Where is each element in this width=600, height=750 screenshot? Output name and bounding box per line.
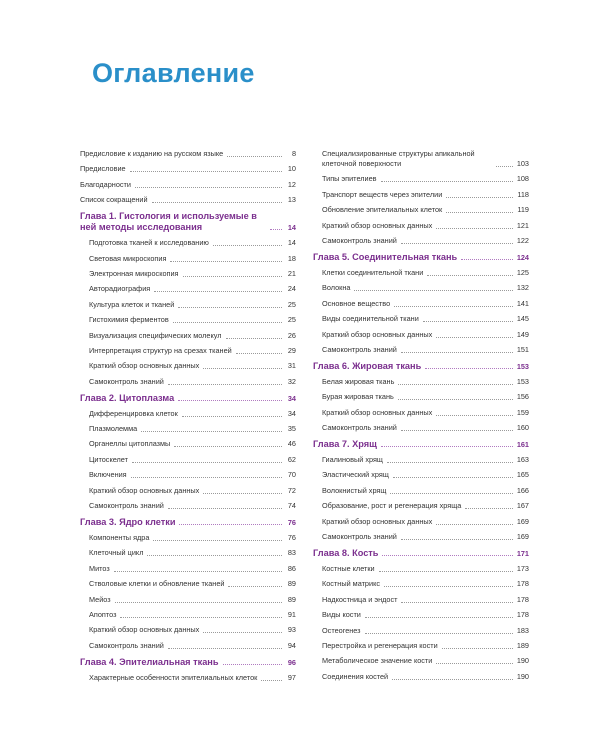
page-number: 190 <box>516 671 529 681</box>
toc-entry[interactable] <box>313 345 529 355</box>
entry-title: Клеточный цикл <box>89 548 144 558</box>
dot-leader <box>436 337 513 338</box>
page-number: 173 <box>516 564 529 574</box>
entry-title: Клетки соединительной ткани <box>322 267 424 277</box>
entry-title: Волокнистый хрящ <box>322 485 387 495</box>
entry-title: Характерные особенности эпителиальных клеток <box>89 672 258 682</box>
entry-title: Подготовка тканей к исследованию <box>89 238 209 248</box>
page-number: 46 <box>287 439 296 449</box>
entry-title: Митоз <box>89 563 110 573</box>
page-number: 141 <box>516 298 529 308</box>
page-number: 32 <box>287 376 296 386</box>
page-number: 14 <box>287 223 296 233</box>
entry-title: Краткий обзор основных данных <box>89 361 200 371</box>
toc-entry[interactable] <box>80 424 296 434</box>
toc-entry[interactable] <box>80 346 296 356</box>
entry-title: Гистохимия ферментов <box>89 315 169 325</box>
page-number: 108 <box>516 174 529 184</box>
chapter-title: Глава 6. Жировая ткань <box>313 360 422 371</box>
entry-title: Световая микроскопия <box>89 253 167 263</box>
toc-chapter-entry[interactable] <box>313 439 529 450</box>
dot-leader <box>387 462 513 463</box>
dot-leader <box>147 555 282 556</box>
page-number: 153 <box>516 376 529 386</box>
dot-leader <box>436 524 513 525</box>
toc-entry[interactable] <box>313 205 529 215</box>
dot-leader <box>398 399 513 400</box>
page-number: 167 <box>516 501 529 511</box>
page-number: 161 <box>516 440 529 450</box>
toc-entry[interactable] <box>313 377 529 387</box>
page-number: 12 <box>287 179 296 189</box>
dot-leader <box>436 415 513 416</box>
page-number: 14 <box>287 238 296 248</box>
toc-entry[interactable] <box>313 392 529 402</box>
entry-title: Предисловие <box>80 164 126 174</box>
dot-leader <box>354 290 512 291</box>
page-number: 151 <box>516 344 529 354</box>
entry-title: Костные клетки <box>322 564 375 574</box>
dot-leader <box>442 648 513 649</box>
page-number: 76 <box>287 533 296 543</box>
page-number: 10 <box>287 164 296 174</box>
dot-leader <box>401 352 513 353</box>
entry-title: Белая жировая ткань <box>322 376 395 386</box>
page-number: 29 <box>287 345 296 355</box>
dot-leader <box>236 353 282 354</box>
toc-entry[interactable] <box>313 221 529 231</box>
entry-title: Самоконтроль знаний <box>89 376 164 386</box>
entry-title: Мейоз <box>89 594 111 604</box>
page-number: 74 <box>287 501 296 511</box>
entry-title: Основное вещество <box>322 298 391 308</box>
page-number: 31 <box>287 361 296 371</box>
page-number: 149 <box>516 329 529 339</box>
page-number: 96 <box>287 657 296 667</box>
dot-leader <box>446 212 513 213</box>
dot-leader <box>168 648 282 649</box>
dot-leader <box>226 338 283 339</box>
toc-left-column <box>80 149 296 688</box>
entry-title: Самоконтроль знаний <box>322 423 397 433</box>
page-number: 145 <box>516 314 529 324</box>
page-number: 178 <box>516 594 529 604</box>
page-title: Оглавление <box>92 58 255 88</box>
toc-entry[interactable] <box>313 579 529 589</box>
page-number: 103 <box>516 159 529 168</box>
chapter-title: Глава 4. Эпителиальная ткань <box>80 656 219 667</box>
page-number: 178 <box>516 610 529 620</box>
toc-chapter-entry[interactable] <box>313 361 529 372</box>
toc-entry[interactable] <box>80 610 296 620</box>
toc-entry[interactable] <box>80 579 296 589</box>
toc-entry[interactable] <box>313 501 529 511</box>
dot-leader <box>203 368 282 369</box>
toc-entry[interactable] <box>80 164 296 174</box>
page-number: 70 <box>287 470 296 480</box>
dot-leader <box>168 384 282 385</box>
dot-leader <box>425 368 513 369</box>
entry-title: Самоконтроль знаний <box>89 640 164 650</box>
dot-leader <box>379 571 513 572</box>
page-number: 89 <box>287 579 296 589</box>
page-number: 121 <box>516 220 529 230</box>
entry-title: Предисловие к изданию на русском языке <box>80 149 224 158</box>
dot-leader <box>141 431 282 432</box>
toc-entry[interactable] <box>313 610 529 620</box>
entry-title: Апоптоз <box>89 609 117 619</box>
entry-title: Самоконтроль знаний <box>89 501 164 511</box>
toc-entry[interactable] <box>313 656 529 666</box>
page-number: 166 <box>516 485 529 495</box>
dot-leader <box>203 632 282 633</box>
entry-title: Благодарности <box>80 179 131 189</box>
toc-entry[interactable] <box>80 625 296 635</box>
toc-chapter-entry[interactable] <box>80 211 296 233</box>
entry-title: Стволовые клетки и обновление тканей <box>89 579 225 589</box>
toc-entry[interactable] <box>80 470 296 480</box>
toc-entry[interactable] <box>80 409 296 419</box>
dot-leader <box>178 307 282 308</box>
dot-leader <box>132 462 282 463</box>
toc-entry[interactable] <box>80 195 296 205</box>
dot-leader <box>401 539 513 540</box>
dot-leader <box>427 275 513 276</box>
toc-entry[interactable] <box>80 300 296 310</box>
toc-entry[interactable] <box>313 532 529 542</box>
entry-title: Краткий обзор основных данных <box>322 407 433 417</box>
toc-entry[interactable] <box>313 470 529 480</box>
page-number: 125 <box>516 267 529 277</box>
page-number: 34 <box>287 408 296 418</box>
entry-title: Гиалиновый хрящ <box>322 455 383 465</box>
entry-title: Интерпретация структур на срезах тканей <box>89 345 232 355</box>
entry-title: Типы эпителиев <box>322 174 377 184</box>
toc-entry[interactable] <box>313 595 529 605</box>
page-number: 171 <box>516 549 529 559</box>
dot-leader <box>401 243 513 244</box>
page-number: 156 <box>516 392 529 402</box>
toc-entry[interactable] <box>313 174 529 184</box>
dot-leader <box>446 197 513 198</box>
entry-title: Краткий обзор основных данных <box>322 516 433 526</box>
toc-entry[interactable] <box>80 149 296 159</box>
toc-chapter-entry[interactable] <box>80 517 296 528</box>
dot-leader <box>365 617 513 618</box>
dot-leader <box>423 321 513 322</box>
entry-title: Метаболическое значение кости <box>322 656 433 666</box>
toc-entry[interactable] <box>313 314 529 324</box>
page-number: 62 <box>287 454 296 464</box>
toc-entry[interactable] <box>80 548 296 558</box>
chapter-title: Глава 8. Кость <box>313 548 379 559</box>
entry-title: Цитоскелет <box>89 454 128 464</box>
dot-leader <box>381 181 513 182</box>
toc-entry[interactable] <box>80 238 296 248</box>
page-number: 153 <box>516 361 529 371</box>
toc-entry[interactable] <box>313 299 529 309</box>
entry-title: Органеллы цитоплазмы <box>89 439 171 449</box>
dot-leader <box>461 259 513 260</box>
entry-title: Краткий обзор основных данных <box>322 329 433 339</box>
toc-entry[interactable] <box>313 486 529 496</box>
entry-title: Соединения костей <box>322 671 389 681</box>
toc-right-column <box>313 149 529 687</box>
toc-entry[interactable] <box>80 501 296 511</box>
toc-entry[interactable] <box>80 641 296 651</box>
toc-entry[interactable] <box>313 455 529 465</box>
toc-chapter-entry[interactable] <box>80 657 296 668</box>
dot-leader <box>382 555 512 556</box>
toc-entry[interactable] <box>80 180 296 190</box>
page-number: 132 <box>516 283 529 293</box>
entry-title: Список сокращений <box>80 195 148 205</box>
dot-leader <box>390 493 512 494</box>
entry-title: Обновление эпителиальных клеток <box>322 205 443 215</box>
dot-leader <box>115 602 282 603</box>
page-number: 160 <box>516 423 529 433</box>
page-number: 83 <box>287 548 296 558</box>
entry-title: Бурая жировая ткань <box>322 392 394 402</box>
dot-leader <box>465 508 513 509</box>
entry-title: Транспорт веществ через эпителии <box>322 189 443 199</box>
toc-chapter-entry[interactable] <box>313 548 529 559</box>
dot-leader <box>496 166 513 167</box>
dot-leader <box>213 245 282 246</box>
toc-entry[interactable] <box>80 331 296 341</box>
dot-leader <box>393 477 513 478</box>
page-number: 122 <box>516 235 529 245</box>
entry-title: Остеогенез <box>322 625 361 635</box>
toc-chapter-entry[interactable] <box>313 252 529 263</box>
chapter-title: Глава 3. Ядро клетки <box>80 517 176 528</box>
dot-leader <box>365 633 513 634</box>
dot-leader <box>178 400 282 401</box>
page-number: 124 <box>516 252 529 262</box>
dot-leader <box>131 477 282 478</box>
toc-entry[interactable] <box>80 439 296 449</box>
page-number: 26 <box>287 330 296 340</box>
page-number: 183 <box>516 625 529 635</box>
dot-leader <box>170 261 282 262</box>
page-number: 8 <box>291 149 296 158</box>
dot-leader <box>173 322 282 323</box>
toc-entry[interactable] <box>313 641 529 651</box>
dot-leader <box>394 306 513 307</box>
entry-title: Самоконтроль знаний <box>322 344 397 354</box>
dot-leader <box>153 540 282 541</box>
toc-entry[interactable] <box>80 254 296 264</box>
dot-leader <box>392 679 513 680</box>
dot-leader <box>120 617 282 618</box>
entry-title: Волокна <box>322 283 351 293</box>
toc-entry[interactable] <box>313 672 529 682</box>
page-number: 35 <box>287 424 296 434</box>
toc-entry[interactable] <box>80 564 296 574</box>
toc-entry[interactable] <box>313 330 529 340</box>
dot-leader <box>398 384 512 385</box>
dot-leader <box>227 156 282 157</box>
dot-leader <box>135 187 282 188</box>
entry-title: Специализированные структуры апикальной клеточной поверхности <box>322 149 475 168</box>
dot-leader <box>223 664 283 665</box>
dot-leader <box>130 171 282 172</box>
page-number: 118 <box>517 189 529 199</box>
toc-chapter-entry[interactable] <box>80 393 296 404</box>
page-number: 94 <box>287 640 296 650</box>
entry-title: Надкостница и эндост <box>322 594 398 604</box>
page-number: 34 <box>287 393 296 403</box>
toc-entry[interactable] <box>313 236 529 246</box>
dot-leader <box>174 446 282 447</box>
chapter-title: Глава 1. Гистология и используемые в ней методы исследования <box>80 211 257 233</box>
dot-leader <box>182 416 282 417</box>
entry-title: Самоконтроль знаний <box>322 532 397 542</box>
entry-title: Виды соединительной ткани <box>322 314 419 324</box>
toc-entry[interactable] <box>80 595 296 605</box>
dot-leader <box>179 524 282 525</box>
toc-entry[interactable] <box>313 283 529 293</box>
page-number: 13 <box>287 195 296 205</box>
chapter-title: Глава 2. Цитоплазма <box>80 392 175 403</box>
toc-entry[interactable] <box>80 269 296 279</box>
toc-entry[interactable] <box>80 673 296 683</box>
entry-title: Авторадиография <box>89 284 151 294</box>
toc-entry[interactable] <box>313 408 529 418</box>
dot-leader <box>203 493 282 494</box>
dot-leader <box>401 430 513 431</box>
page-number: 93 <box>287 625 296 635</box>
toc-entry[interactable] <box>313 268 529 278</box>
entry-title: Самоконтроль знаний <box>322 235 397 245</box>
entry-title: Включения <box>89 470 127 480</box>
toc-entry[interactable] <box>313 423 529 433</box>
entry-title: Краткий обзор основных данных <box>322 220 433 230</box>
dot-leader <box>381 446 513 447</box>
dot-leader <box>168 508 282 509</box>
chapter-title: Глава 7. Хрящ <box>313 439 377 450</box>
page-number: 169 <box>516 516 529 526</box>
toc-entry[interactable] <box>313 626 529 636</box>
toc-entry[interactable] <box>80 361 296 371</box>
page-number: 86 <box>287 563 296 573</box>
toc-entry[interactable] <box>80 377 296 387</box>
dot-leader <box>228 586 282 587</box>
page-number: 165 <box>516 470 529 480</box>
page-number: 76 <box>287 518 296 528</box>
entry-title: Краткий обзор основных данных <box>89 485 200 495</box>
page-number: 21 <box>287 268 296 278</box>
chapter-title: Глава 5. Соединительная ткань <box>313 251 458 262</box>
page-number: 24 <box>287 284 296 294</box>
toc-entry[interactable] <box>313 517 529 527</box>
toc-entry[interactable] <box>80 533 296 543</box>
entry-title: Дифференцировка клеток <box>89 408 178 418</box>
toc-entry[interactable] <box>80 284 296 294</box>
toc-entry[interactable] <box>313 564 529 574</box>
entry-title: Эластический хрящ <box>322 470 389 480</box>
page-number: 190 <box>516 656 529 666</box>
page-number: 119 <box>517 205 529 215</box>
entry-title: Костный матрикс <box>322 579 380 589</box>
page-number: 163 <box>516 455 529 465</box>
toc-entry[interactable] <box>313 190 529 200</box>
entry-title: Образование, рост и регенерация хряща <box>322 501 462 511</box>
entry-title: Визуализация специфических молекул <box>89 330 222 340</box>
dot-leader <box>384 586 513 587</box>
toc-entry[interactable] <box>80 486 296 496</box>
page-number: 159 <box>516 407 529 417</box>
dot-leader <box>261 680 282 681</box>
entry-title: Плазмолемма <box>89 424 138 434</box>
dot-leader <box>270 229 282 230</box>
entry-title: Краткий обзор основных данных <box>89 625 200 635</box>
page-number: 89 <box>287 594 296 604</box>
dot-leader <box>401 602 512 603</box>
page-number: 91 <box>287 609 296 619</box>
toc-entry[interactable] <box>80 315 296 325</box>
dot-leader <box>114 571 282 572</box>
page-number: 25 <box>287 315 296 325</box>
page-number: 178 <box>516 579 529 589</box>
page-number: 72 <box>287 485 296 495</box>
dot-leader <box>154 291 282 292</box>
dot-leader <box>436 663 512 664</box>
dot-leader <box>436 228 513 229</box>
page-number: 25 <box>287 299 296 309</box>
dot-leader <box>152 202 282 203</box>
entry-title: Компоненты ядра <box>89 533 150 543</box>
page-number: 18 <box>287 253 296 263</box>
page-number: 169 <box>516 532 529 542</box>
dot-leader <box>183 276 282 277</box>
entry-title: Культура клеток и тканей <box>89 299 175 309</box>
entry-title: Электронная микроскопия <box>89 268 179 278</box>
entry-title: Виды кости <box>322 610 361 620</box>
page-number: 97 <box>287 672 296 682</box>
entry-title: Перестройка и регенерация кости <box>322 640 438 650</box>
toc-entry[interactable] <box>313 149 529 169</box>
toc-entry[interactable] <box>80 455 296 465</box>
page-number: 189 <box>516 640 529 650</box>
